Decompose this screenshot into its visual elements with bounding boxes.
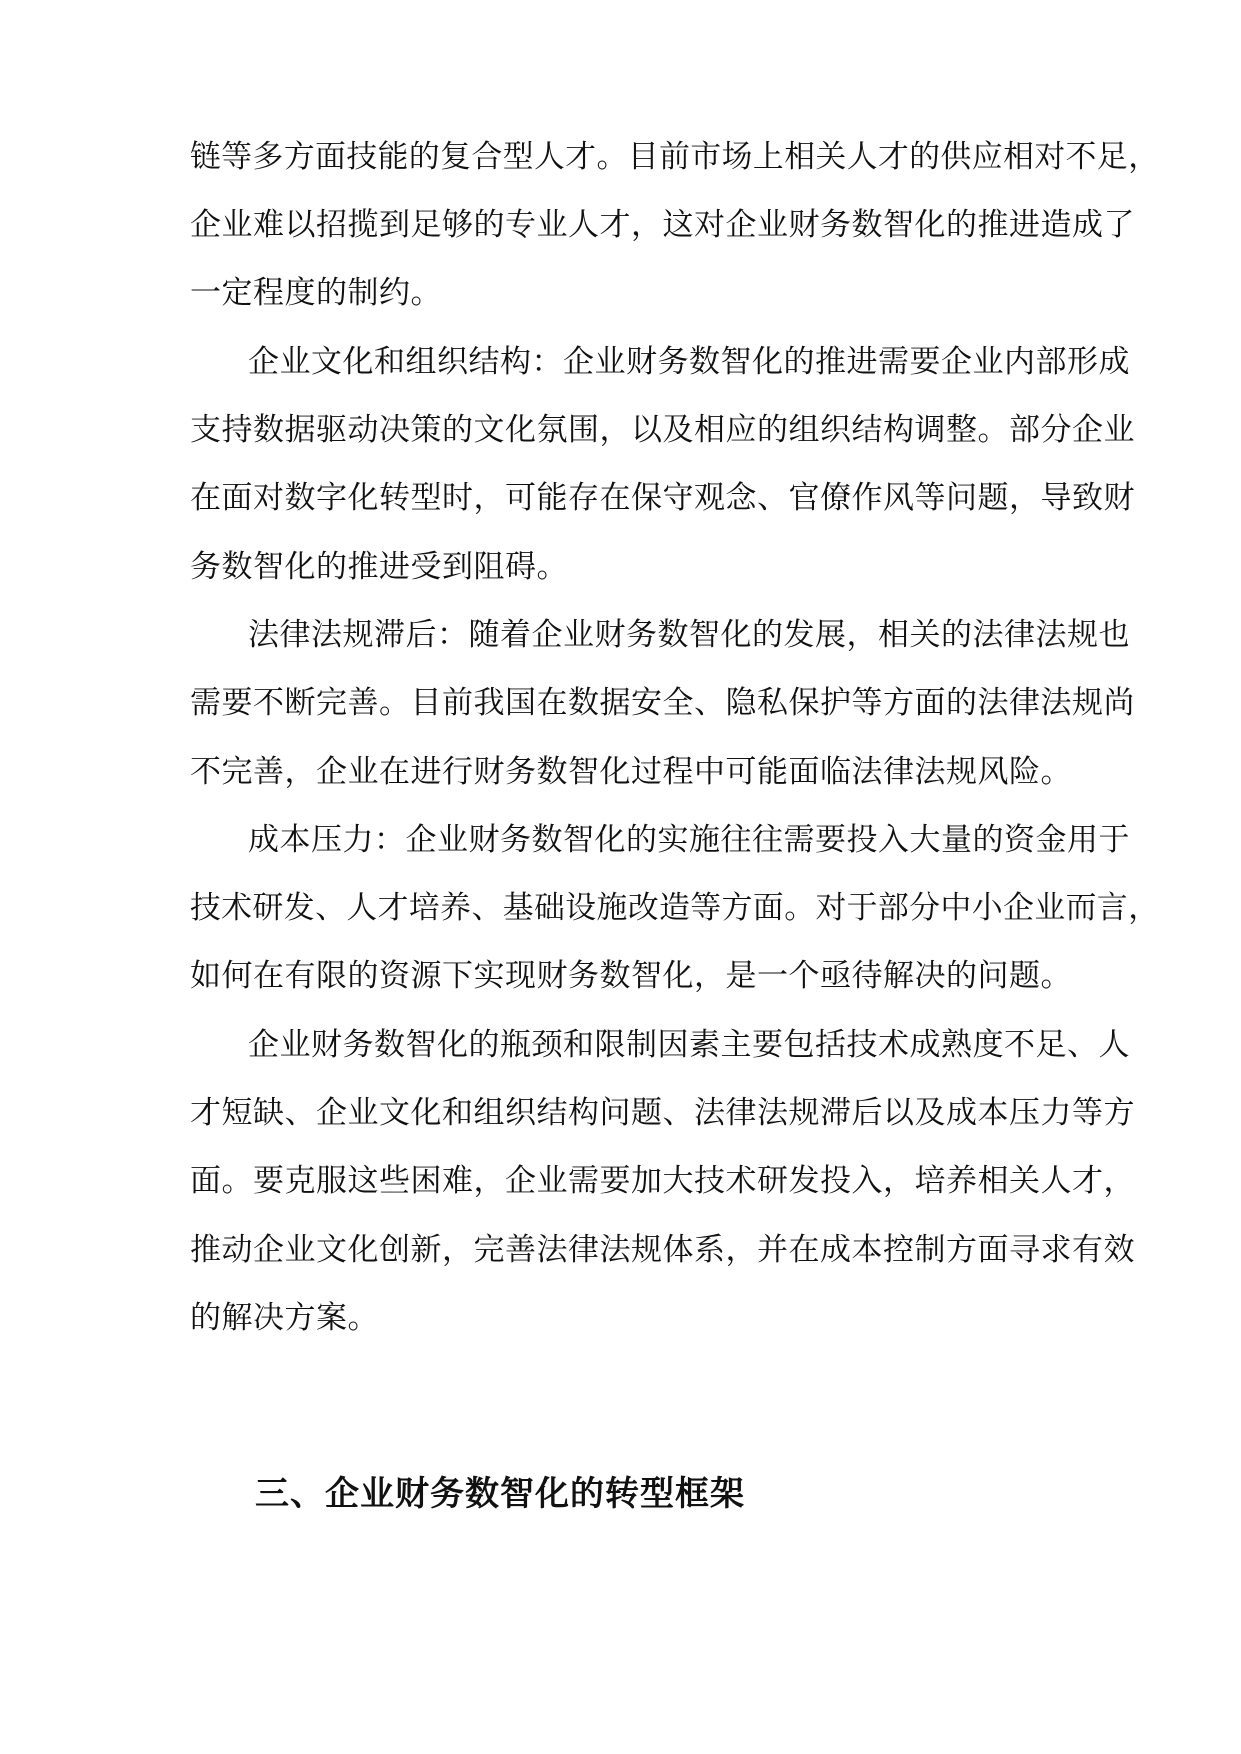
paragraph-line: 的解决方案。 bbox=[190, 1300, 379, 1336]
paragraph-line: 才短缺、企业文化和组织结构问题、法律法规滞后以及成本压力等方 bbox=[190, 1095, 1135, 1131]
paragraph-line: 企业文化和组织结构：企业财务数智化的推进需要企业内部形成 bbox=[248, 344, 1130, 380]
paragraph-line: 技术研发、人才培养、基础设施改造等方面。对于部分中小企业而言， bbox=[190, 890, 1160, 926]
paragraph-line: 不完善，企业在进行财务数智化过程中可能面临法律法规风险。 bbox=[190, 754, 1072, 790]
section-heading: 三、企业财务数智化的转型框架 bbox=[255, 1474, 745, 1514]
paragraph-line: 链等多方面技能的复合型人才。目前市场上相关人才的供应相对不足， bbox=[190, 139, 1160, 175]
paragraph-line: 在面对数字化转型时，可能存在保守观念、官僚作风等问题，导致财 bbox=[190, 480, 1135, 516]
paragraph-line: 推动企业文化创新，完善法律法规体系，并在成本控制方面寻求有效 bbox=[190, 1232, 1135, 1268]
paragraph-line: 支持数据驱动决策的文化氛围，以及相应的组织结构调整。部分企业 bbox=[190, 412, 1135, 448]
paragraph-line: 一定程度的制约。 bbox=[190, 275, 442, 311]
paragraph-line: 如何在有限的资源下实现财务数智化，是一个亟待解决的问题。 bbox=[190, 958, 1072, 994]
paragraph-line: 企业财务数智化的瓶颈和限制因素主要包括技术成熟度不足、人 bbox=[248, 1027, 1130, 1063]
paragraph-line: 务数智化的推进受到阻碍。 bbox=[190, 549, 568, 585]
paragraph-line: 企业难以招揽到足够的专业人才，这对企业财务数智化的推进造成了 bbox=[190, 207, 1135, 243]
paragraph-line: 成本压力：企业财务数智化的实施往往需要投入大量的资金用于 bbox=[248, 822, 1130, 858]
paragraph-line: 法律法规滞后：随着企业财务数智化的发展，相关的法律法规也 bbox=[248, 617, 1130, 653]
paragraph-line: 需要不断完善。目前我国在数据安全、隐私保护等方面的法律法规尚 bbox=[190, 685, 1135, 721]
paragraph-line: 面。要克服这些困难，企业需要加大技术研发投入，培养相关人才， bbox=[190, 1163, 1135, 1199]
